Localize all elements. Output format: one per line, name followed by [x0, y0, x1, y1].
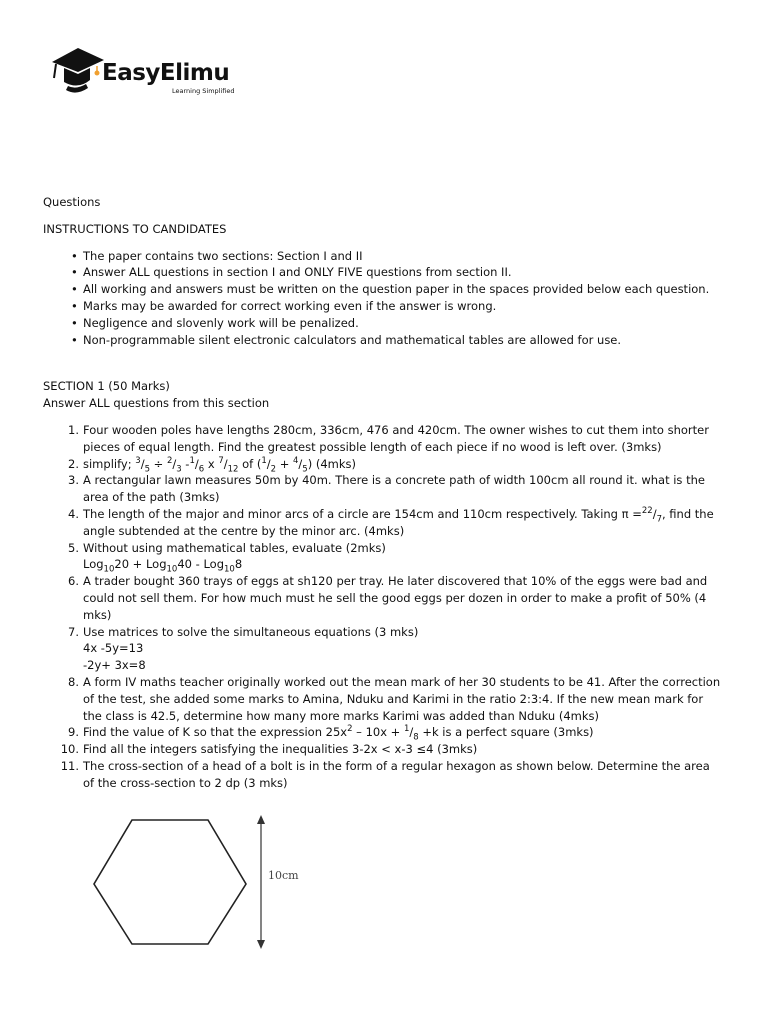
log-term: Log — [203, 557, 224, 572]
question-number: 1. — [68, 422, 79, 437]
instruction-item: • The paper contains two sections: Section I and II — [83, 248, 723, 265]
question-7 — [68, 624, 723, 674]
equation: 4x -5y=13 — [83, 641, 144, 656]
fraction-numerator: 3 — [135, 455, 141, 466]
fraction-numerator: 1 — [403, 724, 410, 735]
fraction-numerator: 22 — [641, 506, 653, 517]
question-6 — [68, 573, 723, 623]
question-number: 2. — [68, 456, 79, 471]
dimension-label: 10cm — [268, 869, 299, 882]
instruction-item: • Negligence and slovenly work will be penalized. — [83, 315, 723, 332]
log-value: 40 - — [177, 557, 204, 572]
log-value: 20 + — [114, 557, 146, 572]
question-number: 11. — [60, 758, 79, 773]
question-text: The length of the major and minor arcs of a circle are 154cm and 110cm respectively. Taking π = — [83, 506, 642, 521]
hexagon-diagram — [80, 812, 320, 962]
question-text: – 10x + — [352, 725, 404, 740]
question-9: 9. Find the value of K so that the expression $25x^2 - 10x + ^1/_8 +k$ is a perfect square (3mks) — [83, 724, 723, 741]
dimension-arrow-bottom — [257, 940, 265, 949]
question-number: 10. — [60, 742, 79, 757]
section-subtitle: Answer ALL questions from this section — [43, 396, 270, 411]
equation: -2y+ 3x=8 — [83, 658, 146, 673]
fraction-numerator: 1 — [261, 455, 267, 466]
fraction-numerator: 7 — [218, 455, 224, 466]
question-5 — [68, 540, 723, 575]
page-heading: Questions — [43, 195, 101, 209]
fraction-numerator: 4 — [293, 455, 299, 466]
log-term: Log — [145, 557, 167, 572]
document-body — [43, 194, 723, 792]
exponent: 2 — [347, 724, 353, 735]
log-base: 10 — [224, 564, 235, 575]
operator: - — [181, 456, 190, 471]
question-text: , find the angle subtended at the centre by the minor arc. (4mks) — [83, 506, 714, 538]
easyelimu-logo — [50, 44, 250, 100]
question-10 — [60, 741, 723, 758]
question-8 — [68, 674, 723, 724]
question-number: 9. — [68, 725, 79, 740]
fraction-denominator: 7 — [656, 514, 662, 525]
log-base: 10 — [166, 564, 178, 575]
fraction-denominator: 12 — [227, 463, 239, 474]
operator: x — [204, 456, 219, 471]
question-text: Find all the integers satisfying the inequalities 3-2x < x-3 ≤4 (3mks) — [83, 742, 478, 757]
questions-list — [43, 422, 723, 792]
instruction-item: • Non-programmable silent electronic calculators and mathematical tables are allowed for use. — [83, 332, 723, 349]
fraction-denominator: 5 — [144, 463, 150, 474]
instructions-list — [43, 248, 723, 349]
fraction-denominator: 8 — [413, 732, 419, 743]
question-11 — [60, 758, 723, 792]
question-marks: ) (4mks) — [307, 456, 357, 471]
fraction-numerator: 2 — [166, 455, 173, 466]
question-text: A trader bought 360 trays of eggs at sh120 per tray. He later discovered that 10% of the eggs were bad and could not sell them. For how much must he sell the good eggs per dozen in order to make a profit of 50% (4 mks) — [83, 574, 708, 622]
instruction-item: • Marks may be awarded for correct working even if the answer is wrong. — [83, 298, 723, 315]
question-text: A rectangular lawn measures 50m by 40m. There is a concrete path of width 100cm all round it. what is the area of the path (3mks) — [83, 473, 705, 505]
question-number: 6. — [68, 574, 79, 589]
question-text: +k is a perfect square (3mks) — [418, 725, 594, 740]
instruction-item: • Answer ALL questions in section I and ONLY FIVE questions from section II. — [83, 264, 723, 281]
fraction-denominator: 6 — [198, 463, 205, 474]
section-title: SECTION 1 (50 Marks) — [43, 379, 170, 394]
log-base: 10 — [103, 564, 115, 575]
question-number: 7. — [68, 624, 79, 639]
fraction-denominator: 2 — [270, 463, 277, 474]
question-text: Four wooden poles have lengths 280cm, 336cm, 476 and 420cm. The owner wishes to cut them into shorter pieces of equal length. Find the greatest possible length of each piece if no wood is left over. (3mks) — [83, 422, 709, 454]
dimension-arrow-top — [257, 815, 265, 824]
graduation-cap-icon — [50, 44, 106, 100]
logo-tagline: Learning Simplified — [172, 87, 235, 95]
question-text: A form IV maths teacher originally worked out the mean mark of her 30 students to be 41. After the correction of the test, she added some marks to Amina, Nduku and Karimi in the ratio 2:3:4. If the new mean mark for the class is 42.5, determine how many more marks Karimi was added than Nduku (4mks) — [83, 674, 721, 723]
question-text: Use matrices to solve the simultaneous equations (3 mks) — [83, 624, 419, 639]
question-text: Find the value of K so that the expression 25x — [83, 725, 348, 740]
question-text: Without using mathematical tables, evaluate (2mks) — [83, 540, 386, 555]
instructions-title: INSTRUCTIONS TO CANDIDATES — [43, 221, 227, 236]
logo-brand: EasyElimu — [102, 60, 230, 86]
question-number: 4. — [68, 506, 79, 521]
hexagon-figure — [80, 812, 320, 962]
fraction-denominator: 3 — [176, 463, 182, 474]
question-1 — [68, 422, 723, 456]
instruction-item: • All working and answers must be written on the question paper in the spaces provided below each question. — [83, 281, 723, 298]
operator: ÷ — [149, 456, 167, 471]
question-3 — [68, 472, 723, 506]
log-value: 8 — [234, 557, 243, 572]
operator: + — [276, 456, 293, 471]
question-text: simplify; — [83, 456, 136, 471]
fraction-numerator: 1 — [189, 455, 195, 466]
log-term: Log — [83, 557, 104, 572]
question-number: 3. — [68, 473, 79, 488]
hexagon-shape — [94, 820, 246, 944]
question-number: 8. — [68, 674, 79, 689]
operator: of ( — [238, 456, 262, 471]
question-4: 4. The length of the major and minor arcs of a circle are 154cm and 110cm respectively. Taking $\pi =^{22}/_7$, find the angle subtended at the centre by the minor arc. (4mks) — [83, 506, 723, 540]
question-text: The cross-section of a head of a bolt is in the form of a regular hexagon as shown below. Determine the area of the cross-section to 2 dp (3 mks) — [83, 758, 710, 790]
question-2: 2. simplify; $^3/_5 \div ^2/_3$ $-^1/_6$ x $^7/_{12}$ of $(^1/_2 + ^4/_5)$ (4mks) — [83, 456, 723, 473]
fraction-denominator: 5 — [302, 463, 308, 474]
question-number: 5. — [68, 540, 79, 555]
